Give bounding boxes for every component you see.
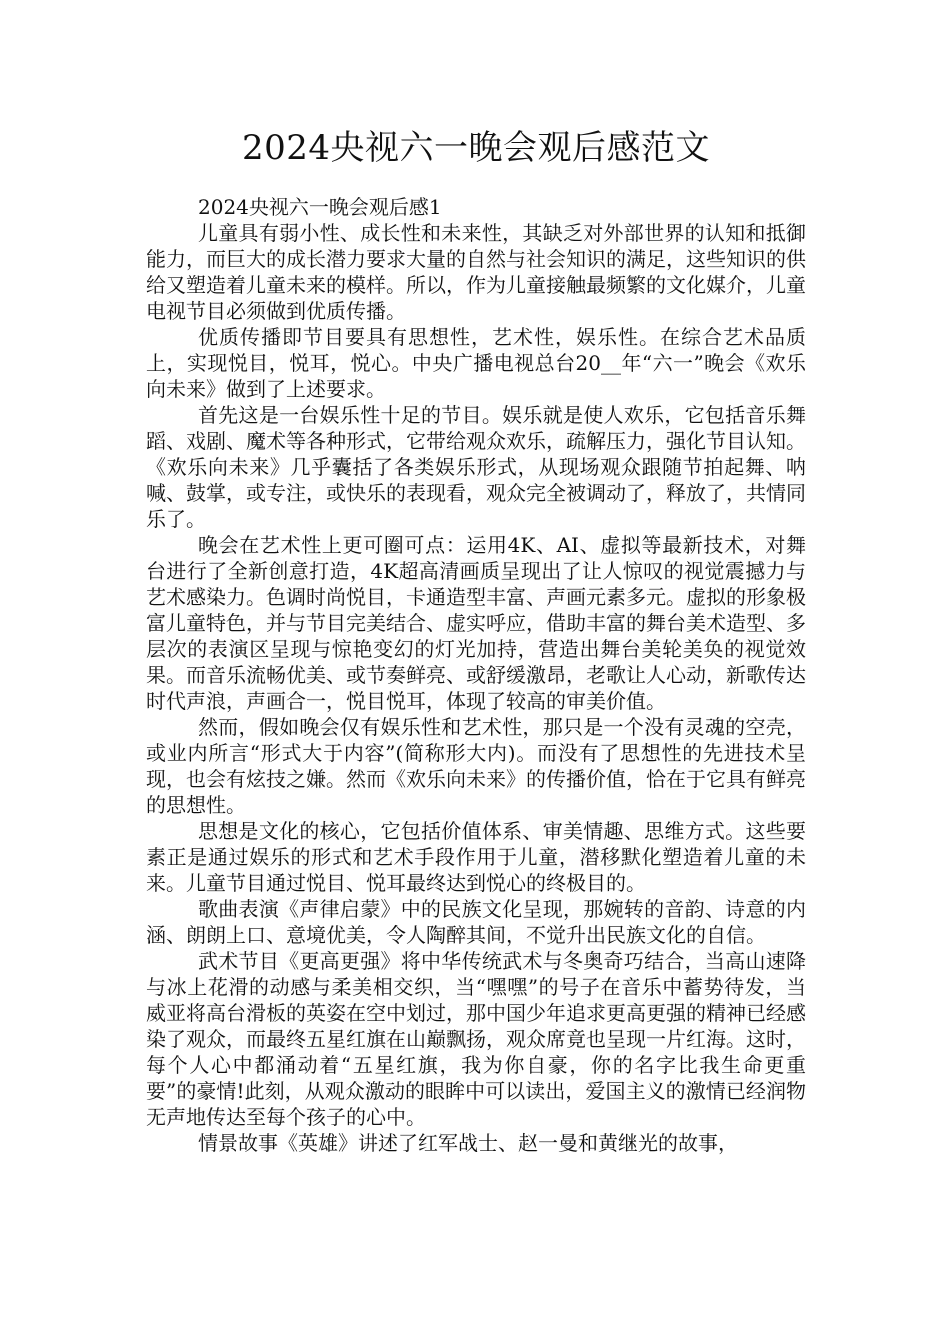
document-title: 2024央视六一晚会观后感范文 (241, 128, 711, 168)
section-heading: 2024央视六一晚会观后感1 (198, 195, 442, 219)
paragraph-7: 歌曲表演《声律启蒙》中的民族文化呈现，那婉转的音韵、诗意的内涵、朗朗上口、意境优美，令人陶醉其间，不觉升出民族文化的自信。 (146, 897, 806, 947)
paragraph-3: 首先这是一台娱乐性十足的节目。娱乐就是使人欢乐，它包括音乐舞蹈、戏剧、魔术等各种形式，它带给观众欢乐，疏解压力，强化节目认知。《欢乐向未来》几乎囊括了各类娱乐形式，从现场观众跟随节拍起舞、呐喊、鼓掌，或专注，或快乐的表现看，观众完全被调动了，释放了，共情同乐了。 (146, 403, 806, 531)
paragraph-1: 儿童具有弱小性、成长性和未来性，其缺乏对外部世界的认知和抵御能力，而巨大的成长潜力要求大量的自然与社会知识的满足，这些知识的供给又塑造着儿童未来的模样。所以，作为儿童接触最频繁的文化媒介，儿童电视节目必须做到优质传播。 (146, 221, 806, 323)
paragraph-5: 然而，假如晚会仅有娱乐性和艺术性，那只是一个没有灵魂的空壳，或业内所言“形式大于内容”(简称形大内)。而没有了思想性的先进技术呈现，也会有炫技之嫌。然而《欢乐向未来》的传播价值，恰在于它具有鲜亮的思想性。 (146, 715, 806, 817)
paragraph-6: 思想是文化的核心，它包括价值体系、审美情趣、思维方式。这些要素正是通过娱乐的形式和艺术手段作用于儿童，潜移默化塑造着儿童的未来。儿童节目通过悦目、悦耳最终达到悦心的终极目的。 (146, 819, 806, 895)
document-page (146, 118, 806, 1156)
paragraph-9: 情景故事《英雄》讲述了红军战士、赵一曼和黄继光的故事， (198, 1131, 738, 1155)
paragraph-2: 优质传播即节目要具有思想性，艺术性，娱乐性。在综合艺术品质上，实现悦目，悦耳，悦心。中央广播电视总台20__年“六一”晚会《欢乐向未来》做到了上述要求。 (146, 325, 806, 401)
paragraph-4: 晚会在艺术性上更可圈可点：运用4K、AI、虚拟等最新技术，对舞台进行了全新创意打造，4K超高清画质呈现出了让人惊叹的视觉震撼力与艺术感染力。色调时尚悦目，卡通造型丰富、声画元素多元。虚拟的形象极富儿童特色，并与节目完美结合、虚实呼应，借助丰富的舞台美术造型、多层次的表演区呈现与惊艳变幻的灯光加持，营造出舞台美轮美奂的视觉效果。而音乐流畅优美、或节奏鲜亮、或舒缓激昂，老歌让人心动，新歌传达时代声浪，声画合一，悦目悦耳，体现了较高的审美价值。 (146, 533, 806, 713)
paragraph-8: 武术节目《更高更强》将中华传统武术与冬奥奇巧结合，当高山速降与冰上花滑的动感与柔美相交织，当“嘿嘿”的号子在音乐中蓄势待发，当威亚将高台滑板的英姿在空中划过，那中国少年追求更高更强的精神已经感染了观众，而最终五星红旗在山巅飘扬，观众席竟也呈现一片红海。这时，每个人心中都涌动着“五星红旗，我为你自豪，你的名字比我生命更重要”的豪情!此刻，从观众激动的眼眸中可以读出，爱国主义的激情已经润物无声地传达至每个孩子的心中。 (146, 949, 806, 1129)
